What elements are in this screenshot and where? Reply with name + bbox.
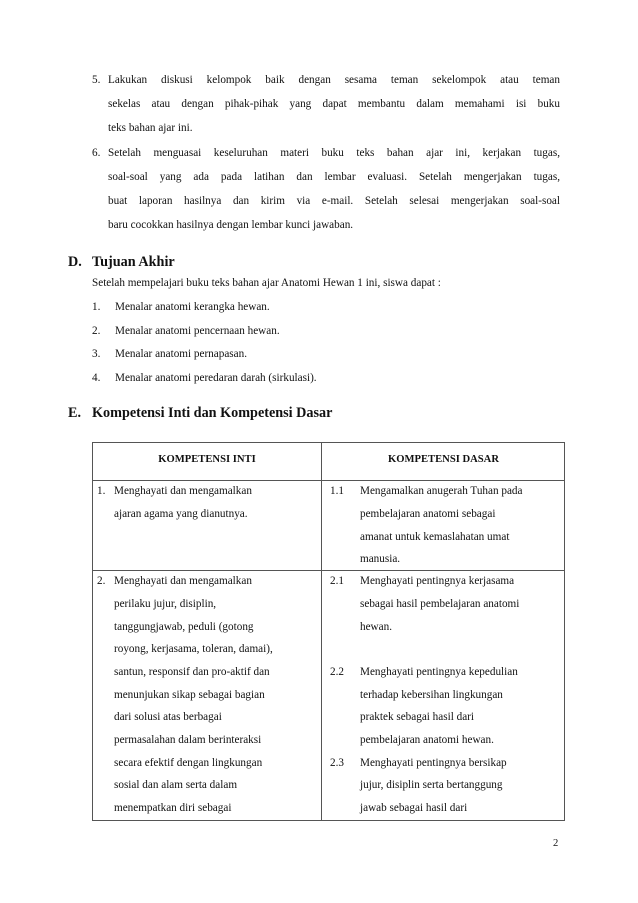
kd-line: terhadap kebersihan lingkungan (360, 689, 503, 701)
ki-line: sosial dan alam serta dalam (114, 779, 238, 791)
kd-line: Menghayati pentingnya bersikap (360, 757, 507, 769)
ki-line: dari solusi atas berbagai (114, 711, 222, 723)
header-kompetensi-inti: KOMPETENSI INTI (158, 454, 256, 465)
kd-number: 2.2 (330, 666, 344, 678)
section-d-title: Tujuan Akhir (92, 254, 175, 270)
kd-line: hewan. (360, 621, 392, 633)
step-number: 6. (92, 147, 101, 159)
ki-line: perilaku jujur, disiplin, (114, 598, 217, 610)
objective-text: Menalar anatomi kerangka hewan. (115, 301, 270, 313)
objective-text: Menalar anatomi pencernaan hewan. (115, 325, 280, 337)
competency-table (92, 442, 565, 821)
table-column-divider (321, 443, 322, 820)
page-number: 2 (553, 838, 559, 849)
ki-line: menunjukan sikap sebagai bagian (114, 689, 265, 701)
step-number: 5. (92, 74, 101, 86)
ki-line: Menghayati dan mengamalkan (114, 485, 252, 497)
kd-line: Mengamalkan anugerah Tuhan pada (360, 485, 523, 497)
section-e-letter: E. (68, 405, 82, 421)
kd-line: manusia. (360, 553, 401, 565)
kd-line: Menghayati pentingnya kerjasama (360, 575, 515, 587)
objective-number: 2. (92, 325, 101, 337)
ki-line: secara efektif dengan lingkungan (114, 757, 263, 769)
section-d-letter: D. (68, 254, 82, 270)
objective-number: 4. (92, 372, 101, 384)
ki-line: santun, responsif dan pro-aktif dan (114, 666, 270, 678)
kd-number: 2.1 (330, 575, 344, 587)
ki-number: 1. (97, 485, 106, 497)
kd-line: jawab sebagai hasil dari (360, 802, 468, 814)
table-row-divider (93, 480, 564, 481)
objective-text: Menalar anatomi peredaran darah (sirkulasi). (115, 372, 317, 384)
ki-line: menempatkan diri sebagai (114, 802, 232, 814)
ki-line: ajaran agama yang dianutnya. (114, 508, 248, 520)
kd-number: 2.3 (330, 757, 344, 769)
step-line: teks bahan ajar ini. (108, 122, 193, 134)
kd-line: jujur, disiplin serta bertanggung (360, 779, 503, 791)
kd-line: pembelajaran anatomi sebagai (360, 508, 496, 520)
step-line: Lakukan diskusi kelompok baik dengan sesama teman sekelompok atau teman (108, 74, 560, 86)
step-line: soal-soal yang ada pada latihan dan lembar evaluasi. Setelah mengerjakan tugas, (108, 171, 560, 183)
objective-number: 3. (92, 348, 101, 360)
section-d-intro: Setelah mempelajari buku teks bahan ajar Anatomi Hewan 1 ini, siswa dapat : (92, 277, 441, 289)
kd-line: amanat untuk kemaslahatan umat (360, 531, 510, 543)
table-row-divider (93, 570, 564, 571)
ki-line: Menghayati dan mengamalkan (114, 575, 252, 587)
step-line: Setelah menguasai keseluruhan materi buku teks bahan ajar ini, kerjakan tugas, (108, 147, 560, 159)
kd-number: 1.1 (330, 485, 344, 497)
step-line: baru cocokkan hasilnya dengan lembar kunci jawaban. (108, 219, 354, 231)
header-kompetensi-dasar: KOMPETENSI DASAR (388, 454, 499, 465)
ki-number: 2. (97, 575, 106, 587)
kd-line: Menghayati pentingnya kepedulian (360, 666, 518, 678)
kd-line: pembelajaran anatomi hewan. (360, 734, 494, 746)
kd-line: praktek sebagai hasil dari (360, 711, 475, 723)
objective-number: 1. (92, 301, 101, 313)
ki-line: tanggungjawab, peduli (gotong (114, 621, 254, 633)
kd-line: sebagai hasil pembelajaran anatomi (360, 598, 520, 610)
objective-text: Menalar anatomi pernapasan. (115, 348, 248, 360)
step-line: buat laporan hasilnya dan kirim via e-mail. Setelah selesai mengerjakan soal-soal (108, 195, 560, 207)
ki-line: royong, kerjasama, toleran, damai), (114, 643, 273, 655)
step-line: sekelas atau dengan pihak-pihak yang dapat membantu dalam memahami isi buku (108, 98, 560, 110)
ki-line: permasalahan dalam berinteraksi (114, 734, 262, 746)
section-e-title: Kompetensi Inti dan Kompetensi Dasar (92, 405, 333, 421)
